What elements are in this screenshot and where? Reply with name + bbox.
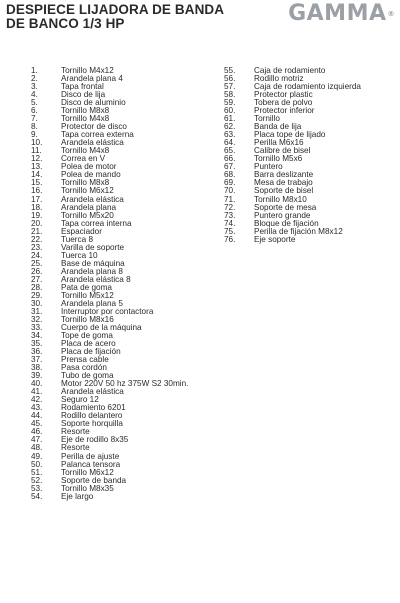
part-number: 12.	[31, 154, 43, 164]
part-item	[31, 485, 188, 493]
part-number: 15.	[31, 178, 43, 188]
part-number: 2.	[31, 74, 38, 84]
part-description: Disco de lija	[61, 90, 106, 100]
part-description: Interruptor por contactora	[61, 306, 154, 316]
part-description: Disco de aluminio	[61, 98, 126, 108]
part-number: 13.	[31, 162, 43, 172]
part-item	[224, 107, 361, 115]
part-number: 29.	[31, 290, 43, 300]
part-description: Rodillo motriz	[254, 74, 304, 84]
part-number: 43.	[31, 403, 43, 413]
part-description: Tornillo M8x10	[254, 194, 307, 204]
part-number: 27.	[31, 274, 43, 284]
part-number: 71.	[224, 194, 236, 204]
parts-list-left	[31, 67, 188, 501]
part-description: Tornillo M6x12	[61, 186, 114, 196]
part-description: Eje largo	[61, 491, 94, 501]
part-number: 31.	[31, 306, 43, 316]
part-item	[31, 493, 188, 501]
part-description: Bloque de fijación	[254, 218, 319, 228]
part-number: 65.	[224, 146, 236, 156]
part-description: Tornillo M5x20	[61, 210, 114, 220]
part-item	[31, 436, 188, 444]
part-item	[31, 244, 188, 252]
part-description: Rodillo delantero	[61, 411, 123, 421]
part-description: Tornillo M5x12	[61, 290, 114, 300]
part-number: 38.	[31, 363, 43, 373]
part-number: 56.	[224, 74, 236, 84]
part-number: 24.	[31, 250, 43, 260]
page-title	[6, 3, 224, 30]
parts-list-right	[224, 67, 361, 244]
part-number: 8.	[31, 122, 38, 132]
part-number: 25.	[31, 258, 43, 268]
part-description: Perilla de ajuste	[61, 451, 120, 461]
part-item	[31, 107, 188, 115]
part-number: 49.	[31, 451, 43, 461]
part-number: 53.	[31, 483, 43, 493]
part-number: 36.	[31, 347, 43, 357]
part-number: 3.	[31, 82, 38, 92]
part-description: Eje soporte	[254, 234, 296, 244]
part-description: Arandela plana 8	[61, 266, 123, 276]
part-description: Protector inferior	[254, 106, 315, 116]
title-line-1: DESPIECE LIJADORA DE BANDA	[6, 2, 225, 17]
part-number: 32.	[31, 314, 43, 324]
part-description: Perilla de fijación M8x12	[254, 226, 343, 236]
part-number: 40.	[31, 379, 43, 389]
part-item	[31, 83, 188, 91]
part-number: 47.	[31, 435, 43, 445]
part-description: Arandela plana	[61, 202, 117, 212]
part-item	[31, 171, 188, 179]
part-number: 41.	[31, 387, 43, 397]
part-item	[31, 139, 188, 147]
part-number: 45.	[31, 419, 43, 429]
part-number: 5.	[31, 98, 38, 108]
part-description: Tornillo M8x8	[61, 178, 110, 188]
part-description: Palanca tensora	[61, 459, 121, 469]
part-number: 46.	[31, 427, 43, 437]
part-number: 51.	[31, 467, 43, 477]
part-number: 62.	[224, 122, 236, 132]
registered-mark: ®	[387, 10, 395, 18]
part-item	[31, 388, 188, 396]
part-description: Prensa cable	[61, 355, 109, 365]
part-number: 61.	[224, 114, 236, 124]
part-description: Tapa frontal	[61, 82, 104, 92]
part-number: 18.	[31, 202, 43, 212]
part-description: Tornillo M8x8	[61, 106, 110, 116]
brand-name: GAMMA	[288, 1, 387, 26]
brand-logo	[288, 2, 395, 26]
part-description: Rodamiento 6201	[61, 403, 126, 413]
part-description: Tornillo M4x8	[61, 114, 110, 124]
part-description: Tubo de goma	[61, 371, 114, 381]
part-item	[31, 147, 188, 155]
part-description: Espaciador	[61, 226, 102, 236]
part-description: Tornillo M6x12	[61, 467, 114, 477]
part-number: 68.	[224, 170, 236, 180]
part-description: Resorte	[61, 427, 90, 437]
part-item	[31, 228, 188, 236]
part-description: Tornillo M5x6	[254, 154, 303, 164]
part-number: 52.	[31, 475, 43, 485]
part-description: Placa de fijación	[61, 347, 121, 357]
part-description: Soporte de bisel	[254, 186, 314, 196]
part-number: 63.	[224, 130, 236, 140]
part-description: Pasa cordón	[61, 363, 107, 373]
part-number: 75.	[224, 226, 236, 236]
part-item	[31, 220, 188, 228]
part-number: 10.	[31, 138, 43, 148]
part-number: 55.	[224, 66, 236, 75]
part-description: Calibre de bisel	[254, 146, 311, 156]
part-number: 59.	[224, 98, 236, 108]
part-description: Protector plastic	[254, 90, 313, 100]
part-item	[31, 99, 188, 107]
part-description: Soporte de mesa	[254, 202, 317, 212]
part-number: 23.	[31, 242, 43, 252]
part-number: 76.	[224, 234, 236, 244]
part-item	[224, 236, 361, 244]
part-description: Arandela elástica	[61, 138, 124, 148]
part-item	[31, 75, 188, 83]
part-number: 1.	[31, 66, 38, 75]
part-number: 69.	[224, 178, 236, 188]
part-description: Tuerca 8	[61, 234, 94, 244]
part-number: 66.	[224, 154, 236, 164]
part-description: Placa tope de lijado	[254, 130, 326, 140]
part-description: Placa de acero	[61, 339, 116, 349]
part-number: 14.	[31, 170, 43, 180]
part-item	[224, 155, 361, 163]
part-number: 4.	[31, 90, 38, 100]
part-description: Arandela plana 4	[61, 74, 123, 84]
part-description: Caja de rodamiento	[254, 66, 326, 75]
part-description: Varilla de soporte	[61, 242, 125, 252]
part-description: Correa en V	[61, 154, 106, 164]
part-number: 22.	[31, 234, 43, 244]
part-description: Tornillo	[254, 114, 280, 124]
part-description: Banda de lija	[254, 122, 302, 132]
part-description: Arandela elástica	[61, 194, 124, 204]
part-description: Resorte	[61, 443, 90, 453]
part-number: 44.	[31, 411, 43, 421]
part-description: Arandela elástica 8	[61, 274, 131, 284]
part-number: 30.	[31, 298, 43, 308]
part-description: Caja de rodamiento izquierda	[254, 82, 361, 92]
part-number: 67.	[224, 162, 236, 172]
part-description: Barra deslizante	[254, 170, 314, 180]
part-number: 35.	[31, 339, 43, 349]
part-description: Polea de mando	[61, 170, 121, 180]
part-number: 48.	[31, 443, 43, 453]
title-line-2: DE BANCO 1/3 HP	[6, 15, 125, 31]
part-number: 7.	[31, 114, 38, 124]
part-number: 17.	[31, 194, 43, 204]
part-description: Tope de goma	[61, 331, 113, 341]
part-description: Eje de rodillo 8x35	[61, 435, 129, 445]
part-description: Polea de motor	[61, 162, 117, 172]
part-number: 34.	[31, 331, 43, 341]
part-item	[31, 348, 188, 356]
part-number: 28.	[31, 282, 43, 292]
part-number: 72.	[224, 202, 236, 212]
part-number: 73.	[224, 210, 236, 220]
part-number: 42.	[31, 395, 43, 405]
part-description: Soporte horquilla	[61, 419, 123, 429]
part-description: Pata de goma	[61, 282, 112, 292]
part-description: Arandela plana 5	[61, 298, 123, 308]
part-description: Puntero	[254, 162, 283, 172]
part-number: 19.	[31, 210, 43, 220]
part-description: Tornillo M4x8	[61, 146, 110, 156]
part-description: Motor 220V 50 hz 375W S2 30min.	[61, 379, 189, 389]
part-description: Base de máquina	[61, 258, 125, 268]
part-description: Tobera de polvo	[254, 98, 313, 108]
part-number: 60.	[224, 106, 236, 116]
part-description: Protector de disco	[61, 122, 127, 132]
part-description: Perilla M6x16	[254, 138, 304, 148]
part-number: 70.	[224, 186, 236, 196]
part-number: 20.	[31, 218, 43, 228]
part-description: Tornillo M4x12	[61, 66, 114, 75]
part-description: Seguro 12	[61, 395, 99, 405]
part-description: Tuerca 10	[61, 250, 98, 260]
part-description: Puntero grande	[254, 210, 311, 220]
part-description: Cuerpo de la máquina	[61, 323, 142, 332]
part-number: 9.	[31, 130, 38, 140]
part-number: 58.	[224, 90, 236, 100]
part-description: Tornillo M8x35	[61, 483, 114, 493]
part-description: Tapa correa interna	[61, 218, 132, 228]
part-number: 37.	[31, 355, 43, 365]
part-number: 26.	[31, 266, 43, 276]
part-number: 74.	[224, 218, 236, 228]
part-description: Tornillo M8x16	[61, 314, 114, 324]
part-description: Mesa de trabajo	[254, 178, 313, 188]
part-number: 16.	[31, 186, 43, 196]
part-number: 21.	[31, 226, 43, 236]
part-number: 57.	[224, 82, 236, 92]
part-number: 33.	[31, 323, 43, 332]
part-description: Tapa correa externa	[61, 130, 134, 140]
part-number: 6.	[31, 106, 38, 116]
part-number: 39.	[31, 371, 43, 381]
part-number: 54.	[31, 491, 43, 501]
part-description: Soporte de banda	[61, 475, 127, 485]
part-number: 11.	[31, 146, 42, 156]
part-description: Arandela elástica	[61, 387, 124, 397]
part-item	[31, 356, 188, 364]
part-number: 50.	[31, 459, 43, 469]
part-number: 64.	[224, 138, 236, 148]
part-item	[31, 420, 188, 428]
